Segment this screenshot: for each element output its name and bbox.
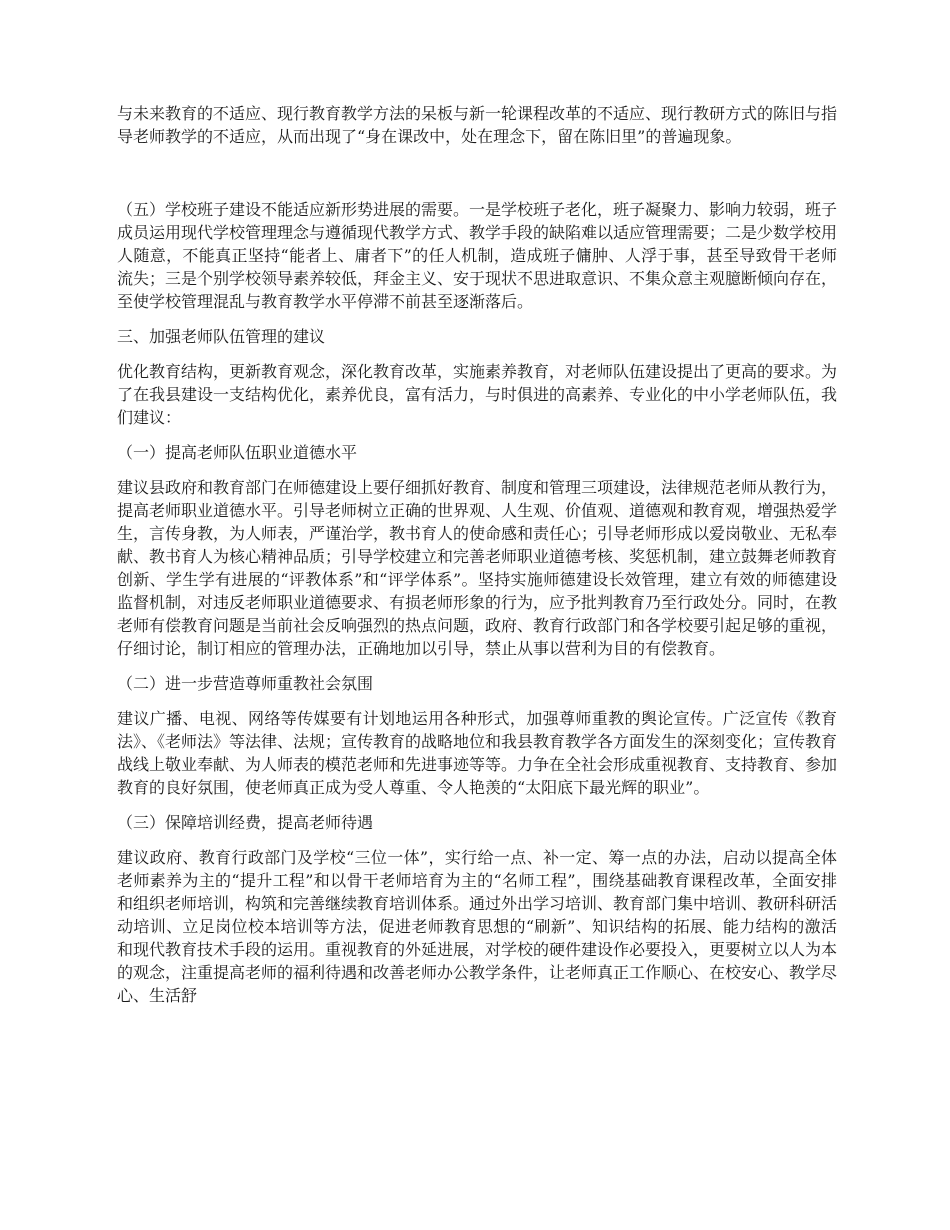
subheading-ethics: （一）提高老师队伍职业道德水平 xyxy=(117,443,358,462)
paragraph-intro-continuation: 与未来教育的不适应、现行教育教学方法的呆板与新一轮课程改革的不适应、现行教研方式的陈旧与指导老师教学的不适应，从而出现了“身在课改中，处在理念下，留在陈旧里”的普遍现象。 xyxy=(117,104,838,146)
paragraph-leadership-issue: （五）学校班子建设不能适应新形势进展的需要。一是学校班子老化，班子凝聚力、影响力较弱，班子成员运用现代学校管理理念与遵循现代教学方式、教学手段的缺陷难以适应管理需要；二是少数学校用人随意，不能真正坚持“能者上、庸者下”的任人机制，造成班子傭肿、人浮于事，甚至导致骨干老师流失；三是个别学校领导素养较低，拜金主义、安于现状不思进取意识、不集众意主观臆断倾向存在，至使学校管理混乱与教育教学水平停滞不前甚至逐渐落后。 xyxy=(117,200,838,311)
document-page xyxy=(117,102,837,1019)
subheading-training-funds: （三）保障培训经费，提高老师待遇 xyxy=(117,813,374,832)
paragraph-atmosphere: 建议广播、电视、网络等传媒要有计划地运用各种形式，加强尊师重教的舆论宣传。广泛宣传《教育法》、《老师法》等法律、法规；宣传教育的战略地位和我县教育教学各方面发生的深刻变化；宣传教育战线上敬业奉献、为人师表的模范老师和先进事迹等等。力争在全社会形成重视教育、支持教育、参加教育的良好氛围，使老师真正成为受人尊重、令人艳羡的“太阳底下最光辉的职业”。 xyxy=(117,709,838,797)
paragraph-suggestions-intro: 优化教育结构，更新教育观念，深化教育改革，实施素养教育，对老师队伍建设提出了更高的要求。为了在我县建设一支结构优化，素养优良，富有活力，与时俱进的高素养、专业化的中小学老师队伍，我们建议： xyxy=(117,362,838,427)
subheading-atmosphere: （二）进一步营造尊师重教社会氛围 xyxy=(117,674,374,693)
section-heading-suggestions: 三、加强老师队伍管理的建议 xyxy=(117,327,326,346)
paragraph-training-funds: 建议政府、教育行政部门及学校“三位一体”，实行给一点、补一定、筹一点的办法，启动以提高全体老师素养为主的“提升工程”和以骨干老师培育为主的“名师工程”，围绕基础教育课程改革，全面安排和组织老师培训，构筑和完善继续教育培训体系。通过外出学习培训、教育部门集中培训、教研科研活动培训、立足岗位校本培训等方法，促进老师教育思想的“刷新”、知识结构的拓展、能力结构的激活和现代教育技术手段的运用。重视教育的外延进展，对学校的硬件建设作必要投入，更要树立以人为本的观念，注重提高老师的福利待遇和改善老师办公教学条件，让老师真正工作顺心、在校安心、教学尽心、生活舒 xyxy=(117,848,838,1005)
paragraph-ethics: 建议县政府和教育部门在师德建设上要仔细抓好教育、制度和管理三项建设，法律规范老师从教行为，提高老师职业道德水平。引导老师树立正确的世界观、人生观、价值观、道德观和教育观，增强热爱学生，言传身教，为人师表，严谨治学，教书育人的使命感和责任心；引导老师形成以爱岗敬业、无私奉献、教书育人为核心精神品质；引导学校建立和完善老师职业道德考核、奖惩机制，建立鼓舞老师教育创新、学生学有进展的“评教体系”和“评学体系”。坚持实施师德建设长效管理，建立有效的师德建设监督机制，对违反老师职业道德要求、有损老师形象的行为，应予批判教育乃至行政处分。同时，在教老师有偿教育问题是当前社会反响强烈的热点问题，政府、教育行政部门和各学校要引起足够的重视，仔细讨论，制订相应的管理办法，正确地加以引导，禁止从事以营利为目的有偿教育。 xyxy=(117,478,838,658)
